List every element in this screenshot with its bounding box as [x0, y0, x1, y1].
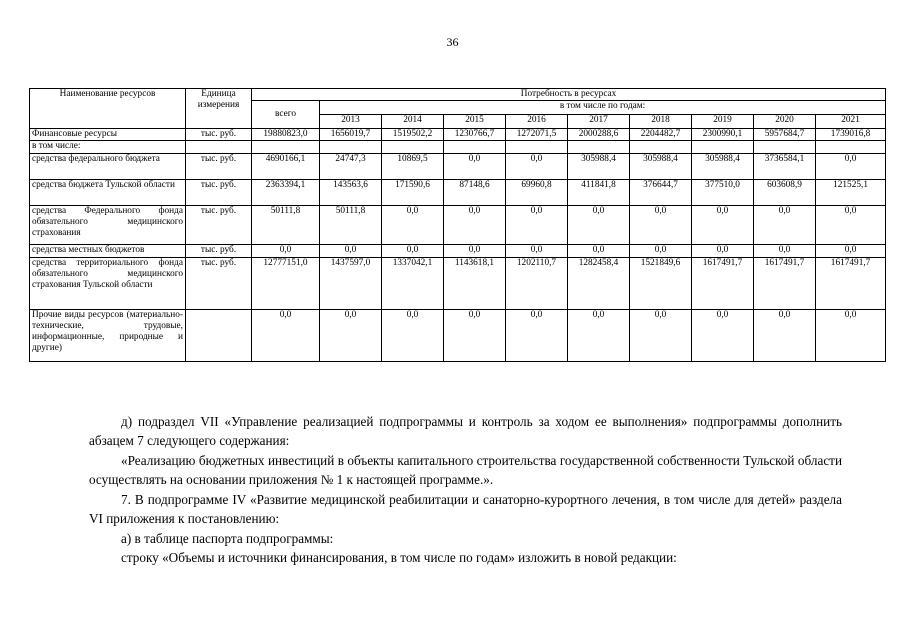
table-row [30, 154, 886, 180]
year-value-cell: 0,0 [692, 310, 754, 362]
page-number: 36 [446, 35, 459, 49]
header-unit: Единица измерения [186, 89, 252, 129]
unit-cell: тыс. руб. [186, 129, 252, 141]
year-value-cell [754, 141, 816, 154]
year-value-cell: 0,0 [568, 245, 630, 258]
resource-name-cell: средства местных бюджетов [30, 245, 186, 258]
year-value-cell: 0,0 [754, 245, 816, 258]
year-value-cell: 1437597,0 [320, 258, 382, 310]
year-value-cell: 24747,3 [320, 154, 382, 180]
year-value-cell [444, 141, 506, 154]
header-year: 2014 [382, 115, 444, 129]
year-value-cell: 121525,1 [816, 180, 886, 206]
total-cell: 19880823,0 [252, 129, 320, 141]
total-cell: 0,0 [252, 245, 320, 258]
year-value-cell [382, 141, 444, 154]
table-row [30, 206, 886, 245]
year-value-cell: 0,0 [506, 245, 568, 258]
year-value-cell: 171590,6 [382, 180, 444, 206]
paragraph-d: д) подраздел VII «Управление реализацией подпрограммы и контроль за ходом ее выполнения» подпрограммы дополнить абзацем 7 следующего содержания: [89, 414, 842, 448]
year-value-cell: 5957684,7 [754, 129, 816, 141]
resource-name-cell: Финансовые ресурсы [30, 129, 186, 141]
year-value-cell: 0,0 [816, 154, 886, 180]
year-value-cell [320, 141, 382, 154]
year-value-cell: 376644,7 [630, 180, 692, 206]
unit-cell: тыс. руб. [186, 206, 252, 245]
year-value-cell: 0,0 [816, 245, 886, 258]
year-value-cell: 0,0 [320, 245, 382, 258]
year-value-cell: 0,0 [630, 245, 692, 258]
total-cell: 2363394,1 [252, 180, 320, 206]
year-value-cell: 1521849,6 [630, 258, 692, 310]
year-value-cell: 143563,6 [320, 180, 382, 206]
year-value-cell: 0,0 [692, 245, 754, 258]
year-value-cell: 0,0 [506, 154, 568, 180]
year-value-cell: 1617491,7 [754, 258, 816, 310]
year-value-cell: 10869,5 [382, 154, 444, 180]
year-value-cell: 0,0 [382, 310, 444, 362]
resource-name-cell: Прочие виды ресурсов (материально-технические, трудовые, информационные, природные и другие) [30, 310, 186, 362]
year-value-cell: 0,0 [382, 206, 444, 245]
header-need: Потребность в ресурсах [252, 89, 886, 101]
paragraph-a: а) в таблице паспорта подпрограммы: [121, 531, 334, 546]
header-year: 2019 [692, 115, 754, 129]
year-value-cell: 1519502,2 [382, 129, 444, 141]
unit-cell: тыс. руб. [186, 258, 252, 310]
year-value-cell [630, 141, 692, 154]
year-value-cell [816, 141, 886, 154]
table-row [30, 180, 886, 206]
year-value-cell: 2204482,7 [630, 129, 692, 141]
year-value-cell: 377510,0 [692, 180, 754, 206]
paragraph-row: строку «Объемы и источники финансирования, в том числе по годам» изложить в новой редакции: [121, 550, 677, 565]
resource-name-cell: средства федерального бюджета [30, 154, 186, 180]
paragraph-quote: «Реализацию бюджетных инвестиций в объекты капитального строительства государственной собственности Тульской области осуществлять на основании приложения № 1 к настоящей программе.». [89, 453, 842, 487]
year-value-cell: 1739016,8 [816, 129, 886, 141]
total-cell: 50111,8 [252, 206, 320, 245]
table-row [30, 141, 886, 154]
year-value-cell: 305988,4 [630, 154, 692, 180]
resource-name-cell: средства Федерального фонда обязательного медицинского страхования [30, 206, 186, 245]
year-value-cell: 87148,6 [444, 180, 506, 206]
table-row [30, 245, 886, 258]
table-row [30, 310, 886, 362]
year-value-cell: 1282458,4 [568, 258, 630, 310]
unit-cell: тыс. руб. [186, 154, 252, 180]
year-value-cell: 0,0 [568, 206, 630, 245]
year-value-cell: 0,0 [444, 206, 506, 245]
year-value-cell: 0,0 [506, 310, 568, 362]
year-value-cell: 0,0 [630, 310, 692, 362]
header-by-years: в том числе по годам: [320, 101, 886, 115]
total-cell: 4690166,1 [252, 154, 320, 180]
year-value-cell: 1337042,1 [382, 258, 444, 310]
year-value-cell: 2000288,6 [568, 129, 630, 141]
year-value-cell: 411841,8 [568, 180, 630, 206]
year-value-cell [506, 141, 568, 154]
header-year: 2020 [754, 115, 816, 129]
year-value-cell: 0,0 [444, 310, 506, 362]
year-value-cell: 0,0 [506, 206, 568, 245]
year-value-cell: 69960,8 [506, 180, 568, 206]
year-value-cell: 603608,9 [754, 180, 816, 206]
year-value-cell: 1272071,5 [506, 129, 568, 141]
year-value-cell: 0,0 [630, 206, 692, 245]
year-value-cell: 0,0 [754, 310, 816, 362]
resource-name-cell: в том числе: [30, 141, 186, 154]
year-value-cell: 1617491,7 [692, 258, 754, 310]
year-value-cell: 2300990,1 [692, 129, 754, 141]
header-total: всего [252, 101, 320, 129]
year-value-cell: 3736584,1 [754, 154, 816, 180]
total-cell: 12777151,0 [252, 258, 320, 310]
unit-cell [186, 141, 252, 154]
resource-name-cell: средства бюджета Тульской области [30, 180, 186, 206]
unit-cell [186, 310, 252, 362]
unit-cell: тыс. руб. [186, 245, 252, 258]
year-value-cell: 0,0 [320, 310, 382, 362]
header-year: 2015 [444, 115, 506, 129]
year-value-cell: 50111,8 [320, 206, 382, 245]
header-resource-name: Наименование ресурсов [30, 89, 186, 129]
year-value-cell: 305988,4 [568, 154, 630, 180]
year-value-cell [568, 141, 630, 154]
resource-table [29, 88, 886, 362]
year-value-cell [692, 141, 754, 154]
year-value-cell: 0,0 [754, 206, 816, 245]
header-year: 2017 [568, 115, 630, 129]
year-value-cell: 1230766,7 [444, 129, 506, 141]
header-year: 2016 [506, 115, 568, 129]
table-row [30, 129, 886, 141]
year-value-cell: 1617491,7 [816, 258, 886, 310]
year-value-cell: 0,0 [692, 206, 754, 245]
year-value-cell: 305988,4 [692, 154, 754, 180]
year-value-cell: 0,0 [444, 245, 506, 258]
table-row [30, 258, 886, 310]
year-value-cell: 0,0 [382, 245, 444, 258]
total-cell: 0,0 [252, 310, 320, 362]
header-year: 2018 [630, 115, 692, 129]
year-value-cell: 0,0 [816, 310, 886, 362]
year-value-cell: 1656019,7 [320, 129, 382, 141]
year-value-cell: 1143618,1 [444, 258, 506, 310]
total-cell [252, 141, 320, 154]
header-year: 2021 [816, 115, 886, 129]
year-value-cell: 0,0 [816, 206, 886, 245]
year-value-cell: 0,0 [444, 154, 506, 180]
year-value-cell: 1202110,7 [506, 258, 568, 310]
resource-name-cell: средства территориального фонда обязательного медицинского страхования Тульской области [30, 258, 186, 310]
header-year: 2013 [320, 115, 382, 129]
unit-cell: тыс. руб. [186, 180, 252, 206]
paragraph-7: 7. В подпрограмме IV «Развитие медицинской реабилитации и санаторно-курортного лечения, в том числе для детей» раздела VI приложения к постановлению: [89, 492, 842, 526]
year-value-cell: 0,0 [568, 310, 630, 362]
